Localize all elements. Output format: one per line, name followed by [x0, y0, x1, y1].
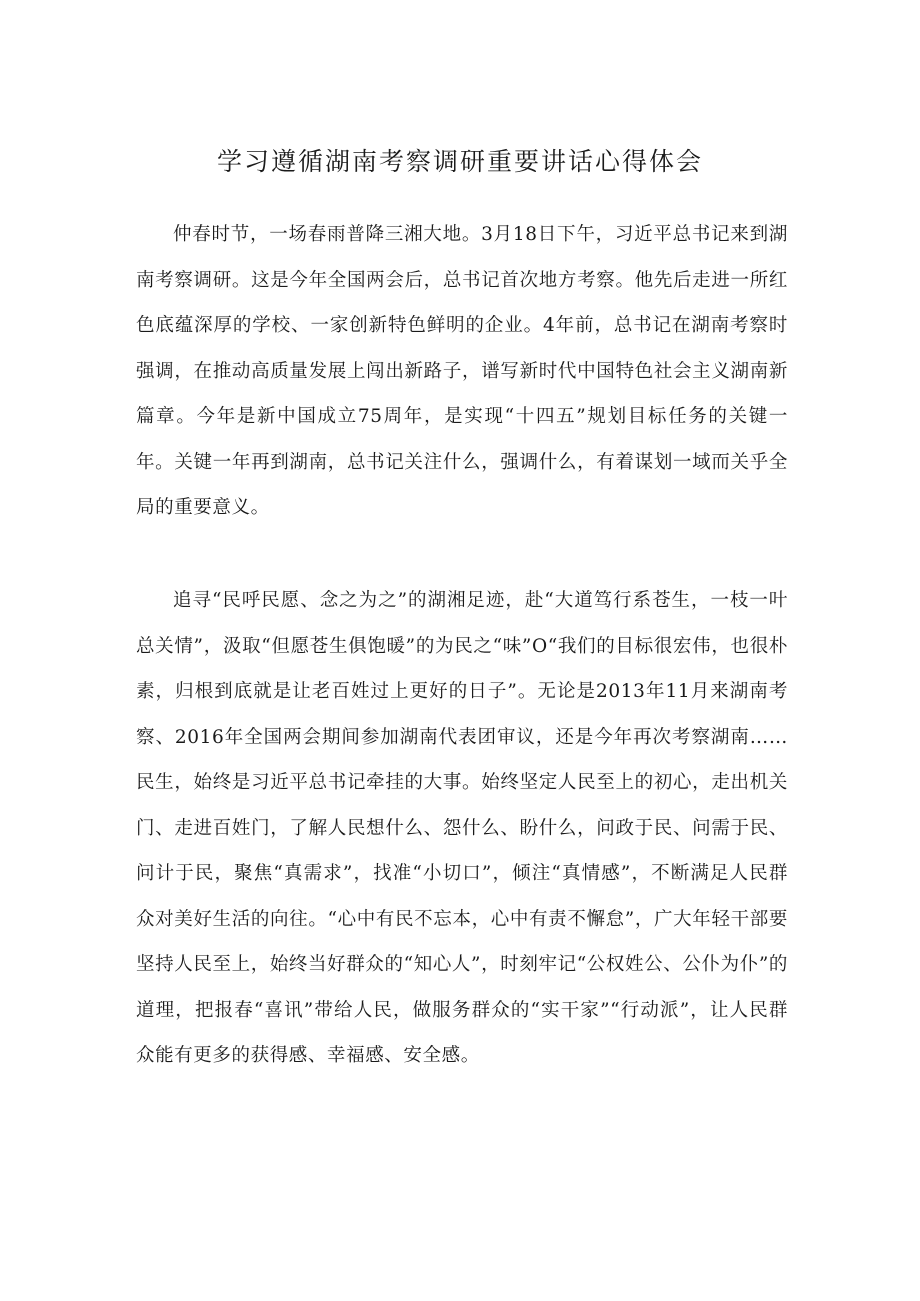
document-title: 学习遵循湖南考察调研重要讲话心得体会: [216, 147, 703, 176]
paragraph-2: 追寻“民呼民愿、念之为之”的湖湘足迹，赴“大道笃行系苍生，一枝一叶总关情”，汲取“但愿苍生俱饱暖”的为民之“味”O“我们的目标很宏伟，也很朴素，归根到底就是让老百姓过上更好的日子”。无论是2013年11月来湖南考察、2016年全国两会期间参加湖南代表团审议，还是今年再次考察湖南……民生，始终是习近平总书记牵挂的大事。始终坚定人民至上的初心，走出机关门、走进百姓门，了解人民想什么、怨什么、盼什么，问政于民、问需于民、问计于民，聚焦“真需求”，找准“小切口”，倾注“真情感”，不断满足人民群众对美好生活的向往。“心中有民不忘本，心中有责不懈怠”，广大年轻干部要坚持人民至上，始终当好群众的“知心人”，时刻牢记“公权姓公、公仆为仆”的道理，把报春“喜讯”带给人民，做服务群众的“实干家”“行动派”，让人民群众能有更多的获得感、幸福感、安全感。: [136, 590, 788, 1066]
paragraph-1: 仲春时节，一场春雨普降三湘大地。3月18日下午，习近平总书记来到湖南考察调研。这是今年全国两会后，总书记首次地方考察。他先后走进一所红色底蕴深厚的学校、一家创新特色鲜明的企业。4年前，总书记在湖南考察时强调，在推动高质量发展上闯出新路子，谱写新时代中国特色社会主义湖南新篇章。今年是新中国成立75周年，是实现“十四五”规划目标任务的关键一年。关键一年再到湖南，总书记关注什么，强调什么，有着谋划一域而关乎全局的重要意义。: [136, 224, 788, 518]
